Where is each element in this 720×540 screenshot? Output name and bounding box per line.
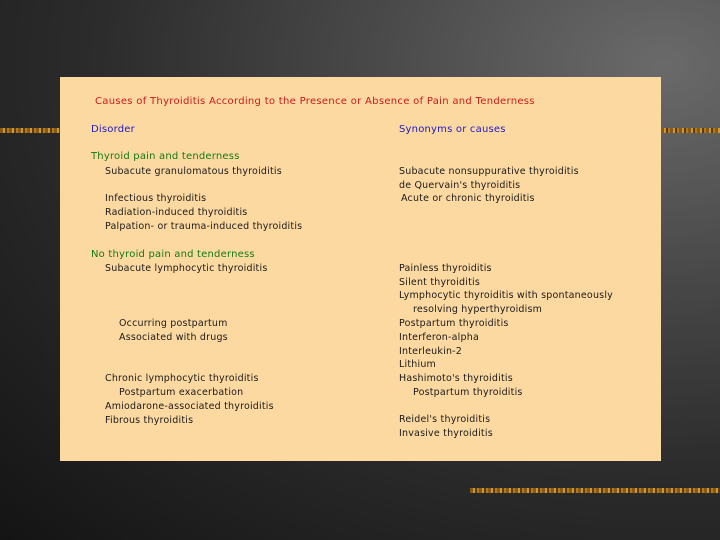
synonym-item: Painless thyroiditis xyxy=(399,263,492,274)
synonym-item: Interleukin-2 xyxy=(399,346,463,357)
synonym-item: Invasive thyroiditis xyxy=(399,428,493,439)
disorder-item: Infectious thyroiditis xyxy=(105,193,207,204)
synonym-item: Reidel's thyroiditis xyxy=(399,414,491,425)
section-no-pain: No thyroid pain and tenderness xyxy=(91,249,255,260)
section-pain: Thyroid pain and tenderness xyxy=(91,151,240,162)
header-disorder: Disorder xyxy=(91,124,135,135)
synonym-item: Interferon-alpha xyxy=(399,332,479,343)
synonym-item: Hashimoto's thyroiditis xyxy=(399,373,513,384)
synonym-item: Lymphocytic thyroiditis with spontaneously xyxy=(399,290,613,301)
disorder-subitem: Associated with drugs xyxy=(119,332,228,343)
synonym-item: de Quervain's thyroiditis xyxy=(399,180,521,191)
synonym-item: Lithium xyxy=(399,359,436,370)
disorder-item: Subacute lymphocytic thyroiditis xyxy=(105,263,268,274)
synonym-item: resolving hyperthyroidism xyxy=(413,304,543,315)
decorative-rule-left xyxy=(0,128,60,133)
synonym-item: Postpartum thyroiditis xyxy=(399,318,509,329)
disorder-item: Fibrous thyroiditis xyxy=(105,415,194,426)
synonym-item: Subacute nonsuppurative thyroiditis xyxy=(399,166,579,177)
disorder-subitem: Postpartum exacerbation xyxy=(119,387,244,398)
disorder-subitem: Occurring postpartum xyxy=(119,318,228,329)
disorder-item: Radiation-induced thyroiditis xyxy=(105,207,248,218)
disorder-item: Palpation- or trauma-induced thyroiditis xyxy=(105,221,303,232)
synonym-item: Acute or chronic thyroiditis xyxy=(401,193,535,204)
disorder-item: Subacute granulomatous thyroiditis xyxy=(105,166,282,177)
disorder-item: Chronic lymphocytic thyroiditis xyxy=(105,373,259,384)
disorder-item: Amiodarone-associated thyroiditis xyxy=(105,401,274,412)
table-title: Causes of Thyroiditis According to the Presence or Absence of Pain and Tenderness xyxy=(95,96,535,107)
decorative-rule-bottom xyxy=(470,488,720,493)
synonym-item: Postpartum thyroiditis xyxy=(413,387,523,398)
synonym-item: Silent thyroiditis xyxy=(399,277,481,288)
thyroiditis-table-card xyxy=(60,77,661,461)
decorative-rule-right xyxy=(661,128,720,133)
header-synonyms: Synonyms or causes xyxy=(399,124,506,135)
